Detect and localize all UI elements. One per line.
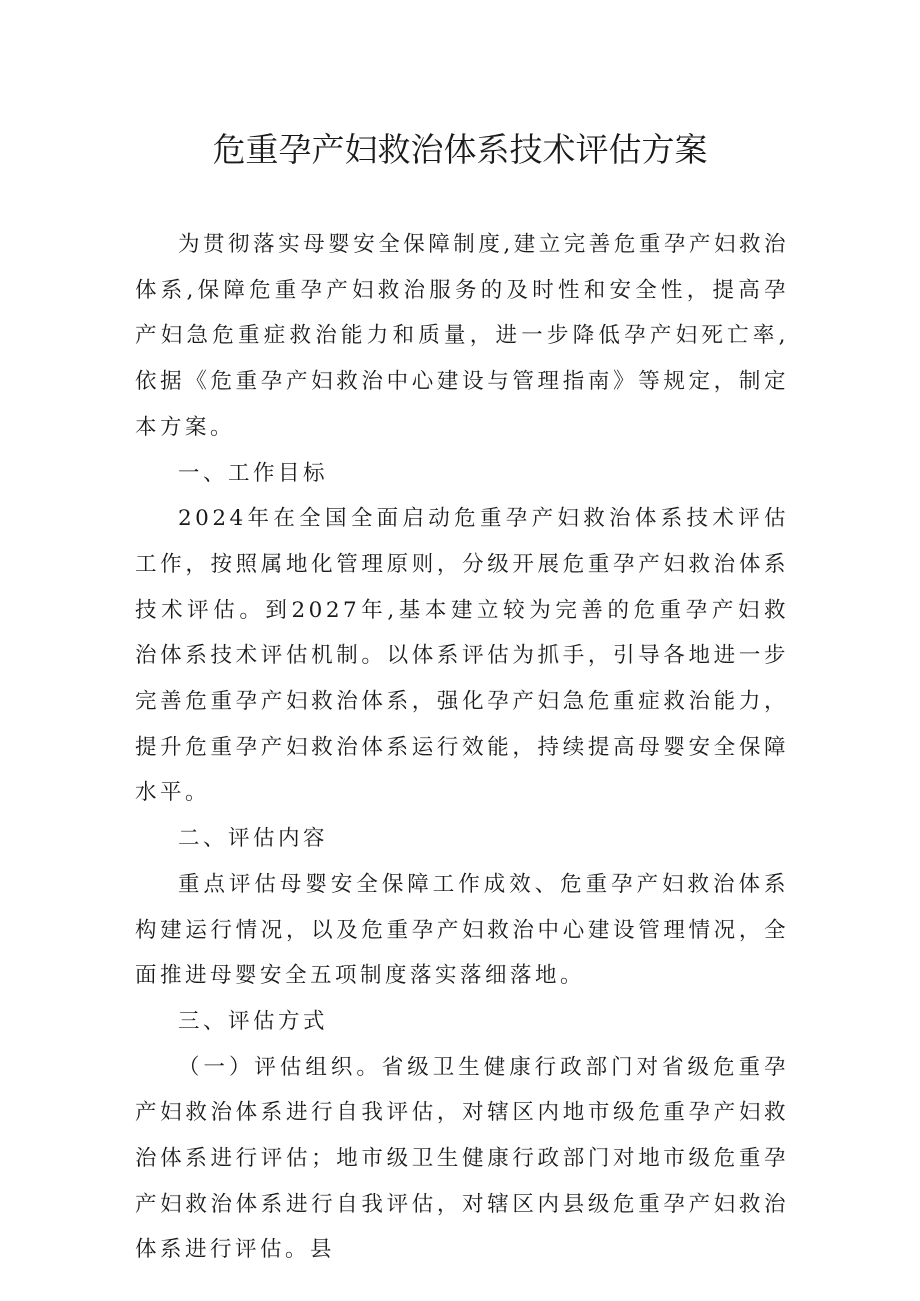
paragraph-goals: 2024年在全国全面启动危重孕产妇救治体系技术评估工作，按照属地化管理原则，分级开展危重孕产妇救治体系技术评估。到2027年,基本建立较为完善的危重孕产妇救治体系技术评估机制。以体系评估为抓手，引导各地进一步完善危重孕产妇救治体系，强化孕产妇急危重症救治能力，提升危重孕产妇救治体系运行效能，持续提高母婴安全保障水平。: [135, 506, 789, 806]
paragraph-intro: 为贯彻落实母婴安全保障制度,建立完善危重孕产妇救治体系,保障危重孕产妇救治服务的及时性和安全性，提高孕产妇急危重症救治能力和质量，进一步降低孕产妇死亡率,依据《危重孕产妇救治中心建设与管理指南》等规定，制定本方案。: [135, 232, 789, 440]
section-heading-method: 三、评估方式: [178, 1008, 329, 1034]
section-heading-content: 二、评估内容: [178, 826, 329, 852]
section-heading-goals: 一、工作目标: [178, 460, 329, 486]
document-body: [135, 222, 789, 1273]
paragraph-content: 重点评估母婴安全保障工作成效、危重孕产妇救治体系构建运行情况，以及危重孕产妇救治中心建设管理情况，全面推进母婴安全五项制度落实落细落地。: [135, 871, 789, 989]
document-title: 危重孕产妇救治体系技术评估方案: [212, 130, 708, 169]
paragraph-method: （一）评估组织。省级卫生健康行政部门对省级危重孕产妇救治体系进行自我评估，对辖区内地市级危重孕产妇救治体系进行评估；地市级卫生健康行政部门对地市级危重孕产妇救治体系进行自我评估，对辖区内县级危重孕产妇救治体系进行评估。县: [135, 1054, 789, 1263]
